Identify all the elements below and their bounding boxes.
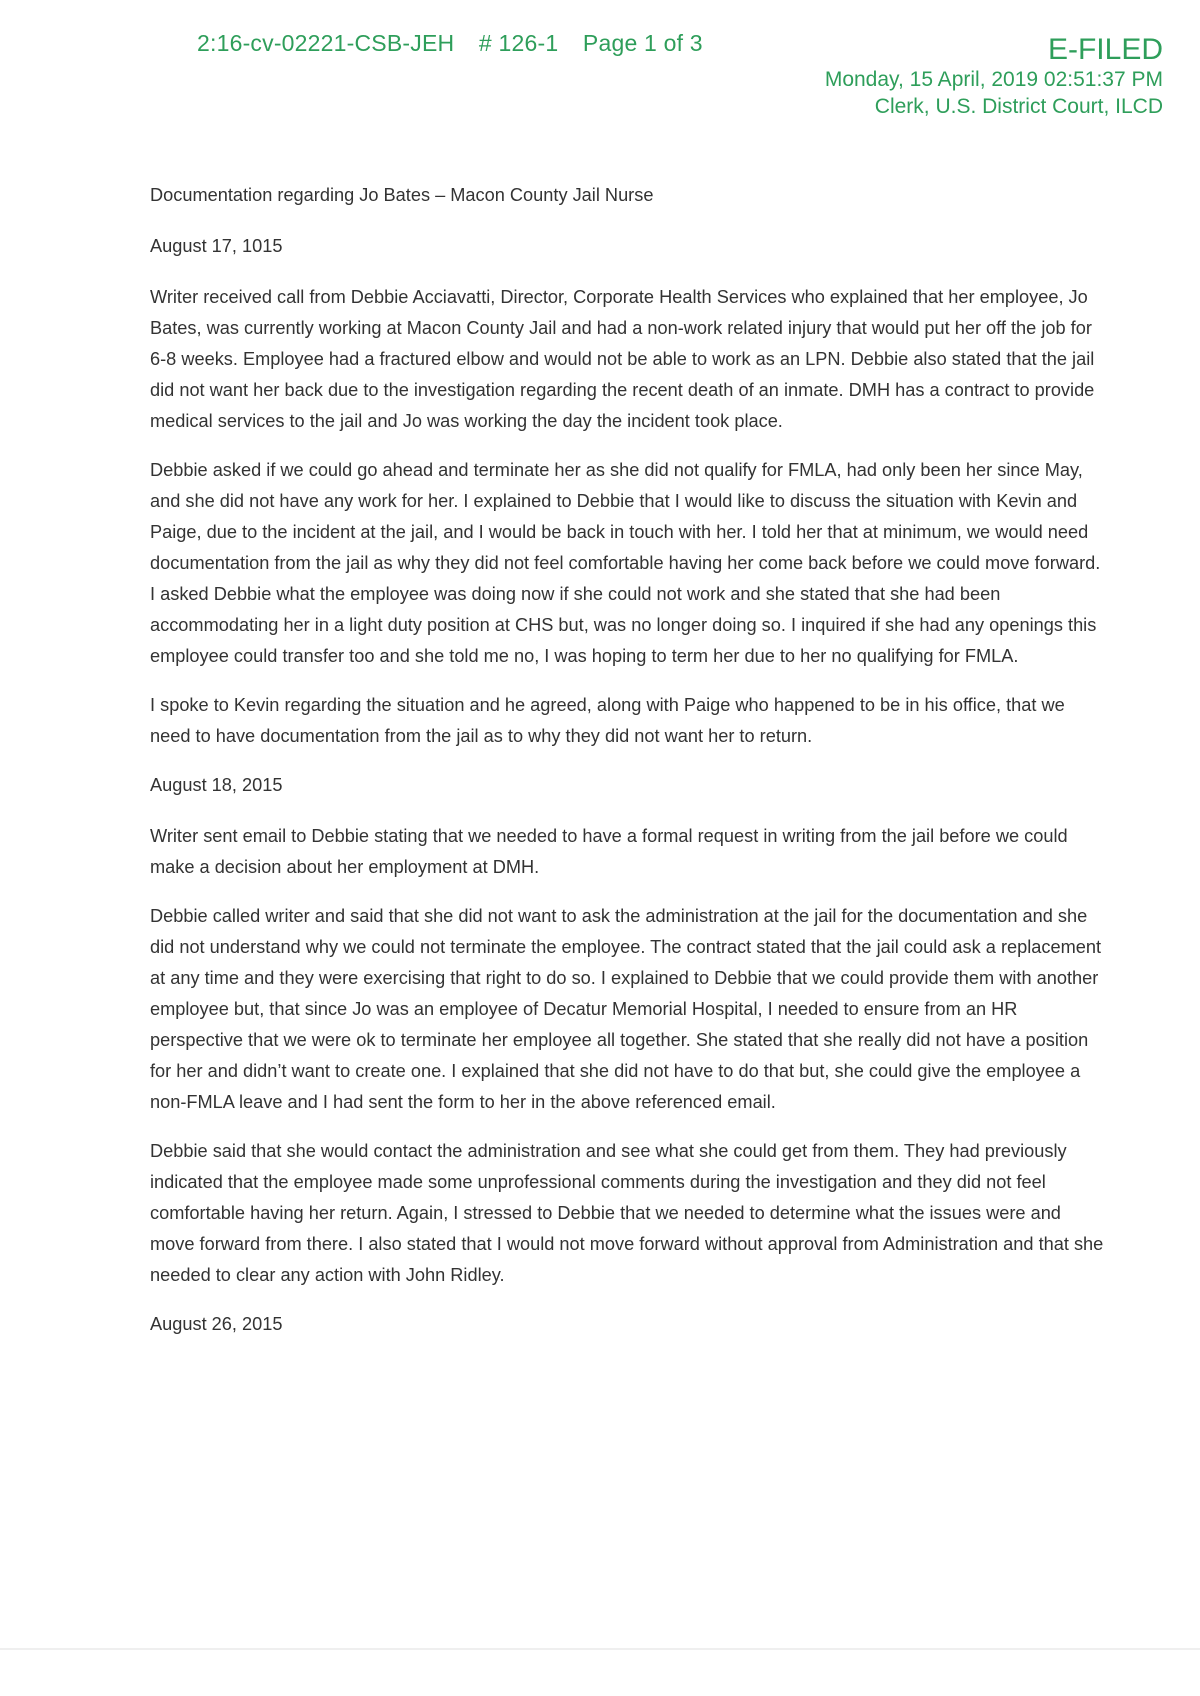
clerk-court: Clerk, U.S. District Court, ILCD [874, 95, 1163, 118]
filed-datetime: Monday, 15 April, 2019 02:51:37 PM [824, 68, 1163, 91]
paragraph: Debbie called writer and said that she did not want to ask the administration at the jail for the documentation and she did not understand why we could not terminate the employee. The contract stated that the jail could ask a replacement at any time and they were exercising that right to do so. I explained to Debbie that we could provide them with another employee but, that since Jo was an employee of Decatur Memorial Hospital, I needed to ensure from an HR perspective that we were ok to terminate her employee all together. She stated that she really did not have a position for her and didn’t want to create one. I explained that she did not have to do that but, she could give the employee a non-FMLA leave and I had sent the form to her in the above referenced email. [150, 906, 1102, 1112]
paragraph: Debbie said that she would contact the administration and see what she could get from them. They had previously indicated that the employee made some unprofessional comments during the investigation and they did not feel comfortable having her return. Again, I stressed to Debbie that we needed to determine what the issues were and move forward from there. I also stated that I would not move forward without approval from Administration and that she needed to clear any action with John Ridley. [150, 1141, 1104, 1285]
document-body [150, 180, 1110, 1360]
paragraph: Debbie asked if we could go ahead and terminate her as she did not qualify for FMLA, had only been her since May, and she did not have any work for her. I explained to Debbie that I would like to discuss the situation with Kevin and Paige, due to the incident at the jail, and I would be back in touch with her. I told her that at minimum, we would need documentation from the jail as why they did not feel comfortable having her come back before we could move forward. I asked Debbie what the employee was doing now if she could not work and she stated that she had been accommodating her in a light duty position at CHS but, was no longer doing so. I inquired if she had any openings this employee could transfer too and she told me no, I was hoping to term her due to her no qualifying for FMLA. [150, 460, 1101, 666]
case-header [197, 30, 721, 57]
entry-date: August 18, 2015 [150, 775, 283, 795]
paragraph: I spoke to Kevin regarding the situation and he agreed, along with Paige who happened to be in his office, that we need to have documentation from the jail as to why they did not want her to return. [150, 695, 1065, 746]
document-number: # 126-1 [478, 30, 559, 56]
scan-edge-divider [0, 1648, 1200, 1650]
page-label: Page 1 of 3 [582, 30, 703, 56]
entry-date: August 26, 2015 [150, 1314, 283, 1334]
paragraph: Writer received call from Debbie Acciavatti, Director, Corporate Health Services who explained that her employee, Jo Bates, was currently working at Macon County Jail and had a non-work related injury that would put her off the job for 6-8 weeks. Employee had a fractured elbow and would not be able to work as an LPN. Debbie also stated that the jail did not want her back due to the investigation regarding the recent death of an inmate. DMH has a contract to provide medical services to the jail and Jo was working the day the incident took place. [150, 287, 1095, 431]
paragraph: Writer sent email to Debbie stating that we needed to have a formal request in writing from the jail before we could make a decision about her employment at DMH. [150, 826, 1068, 877]
case-number: 2:16-cv-02221-CSB-JEH [197, 30, 455, 56]
efiled-label: E-FILED [1047, 33, 1163, 66]
entry-date: August 17, 1015 [150, 236, 283, 256]
document-heading: Documentation regarding Jo Bates – Macon County Jail Nurse [150, 185, 654, 205]
efiled-stamp [825, 34, 1163, 120]
